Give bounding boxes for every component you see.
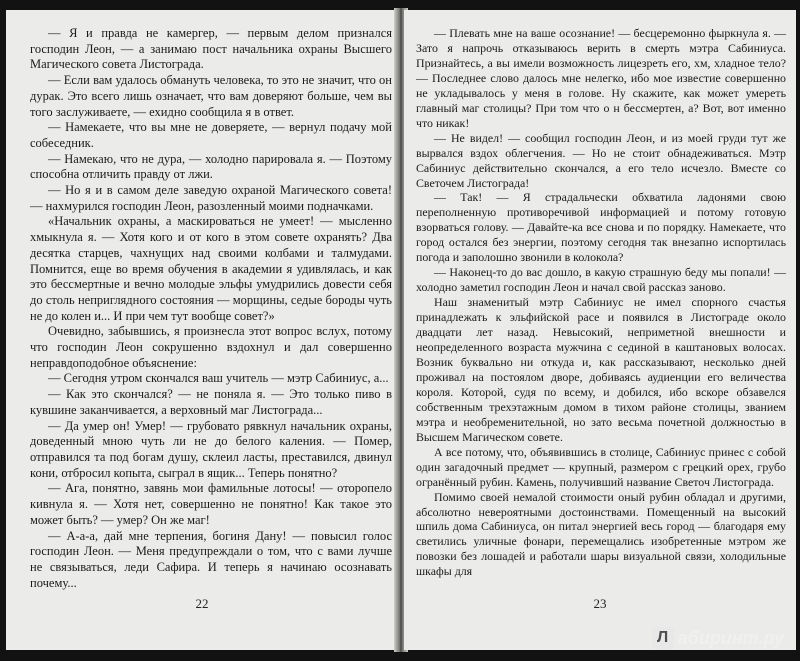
paragraph: — Сегодня утром скончался ваш учитель — мэтр Сабиниус, а... bbox=[48, 371, 389, 386]
paragraph: «Начальник охраны, а маскироваться не умеет! — мысленно хмыкнула я. — Хотя кого и от кого в этом совете охранять? Два десятка старцев, чахнущих над своими колбами и талмудами. Помнится, еще во время обучения в академии я удивлялась, и как это бессмертные и вечно молодые эльфы умудрились довести себя до столь неприглядного состояния — морщины, седые бороды чуть не до колен и... И при чем тут вообще совет?» bbox=[30, 214, 392, 323]
paragraph: Очевидно, забывшись, я произнесла этот вопрос вслух, потому что господин Леон сокрушенно вздохнул и дал совершенно неправдоподобное объяснение: bbox=[30, 324, 392, 370]
left-page-text bbox=[30, 26, 392, 591]
watermark-text: абиринт.ру bbox=[677, 627, 784, 648]
labirint-watermark bbox=[652, 627, 784, 649]
right-page bbox=[404, 10, 796, 650]
left-page-number: 22 bbox=[195, 596, 209, 611]
paragraph: — Если вам удалось обмануть человека, то это не значит, что он дурак. Это всего лишь означает, что вам доверяют больше, чем вы того заслуживаете, — ехидно сообщила я в ответ. bbox=[30, 73, 392, 119]
left-page bbox=[6, 10, 398, 650]
labirint-logo-icon: Л bbox=[652, 627, 674, 649]
paragraph: — Намекаете, что вы мне не доверяете, — вернул подачу мой собеседник. bbox=[30, 120, 392, 150]
paragraph: А все потому, что, объявившись в столице, Сабиниус принес с собой один загадочный предмет — крупный, размером с грецкий орех, грубо огранённый рубин. Камень, получивший название Светоч Листограда. bbox=[416, 444, 786, 489]
paragraph: — Я и правда не камергер, — первым делом признался господин Леон, — а занимаю пост начальника охраны Высшего Магического совета Листограда. bbox=[30, 26, 392, 72]
right-page-number: 23 bbox=[593, 596, 607, 611]
paragraph: — Ага, понятно, завянь мои фамильные лотосы! — оторопело кивнула я. — Хотя нет, совершенно не понятно! Как такое это может быть? — умер? Он же маг! bbox=[30, 481, 392, 527]
paragraph: — Намекаю, что не дура, — холодно парировала я. — Поэтому способна отличить правду от лжи. bbox=[30, 151, 392, 182]
paragraph: — Не видел! — сообщил господин Леон, и из моей груди тут же вырвался вздох облегчения. — Но не стоит обнадеживаться. Мэтр Сабиниус действительно скончался, а его тело исчезло. Вместе со Светочем Листограда! bbox=[416, 130, 786, 190]
paragraph: Помимо своей немалой стоимости оный рубин обладал и другими, абсолютно невероятными достоинствами. Помещенный на высокий шпиль дома Сабиниуса, он питал энергией весь город — благодаря ему светились уличные фонари, перемещались изобретенные мэтром же повозки без лошадей и работали шары визуальной связи, холодильные шкафы для bbox=[416, 489, 786, 579]
paragraph: — Но я и в самом деле заведую охраной Магического совета! — нахмурился господин Леон, разозленный моими подначками. bbox=[30, 183, 392, 213]
paragraph: — Наконец-то до вас дошло, в какую страшную беду мы попали! — холодно заметил господин Леон и начал свой рассказ заново. bbox=[416, 265, 786, 295]
paragraph: — А-а-а, дай мне терпения, богиня Дану! — повысил голос господин Леон. — Меня предупреждали о том, что с вами лучше не связываться, леди Сафира. И теперь я начинаю осознавать почему... bbox=[30, 528, 392, 590]
paragraph: — Да умер он! Умер! — грубовато рявкнул начальник охраны, доведенный мною чуть ли не до белого каления. — Помер, отправился та под богам душу, склеил ласты, преставился, двинул кони, отбросил копыта, сыграл в ящик... Теперь понятно? bbox=[30, 418, 392, 480]
paragraph: — Как это скончался? — не поняла я. — Это только пиво в кувшине заканчивается, а верховный маг Листограда... bbox=[30, 387, 392, 417]
paragraph: — Так! — Я страдальчески обхватила ладонями свою переполненную противоречивой информацией и потому готовую взорваться голову. — Давайте-ка все снова и по порядку. Намекаете, что город остался без энергии, поэтому сегодня так внезапно испортилась погода и заполошно звонили в колокола? bbox=[416, 190, 786, 265]
paragraph: — Плевать мне на ваше осознание! — бесцеремонно фыркнула я. — Зато я напрочь отказываюсь верить в смерть мэтра Сабиниуса. Признайтесь, а вы имели возможность лицезреть его, хм, хладное тело? — Последнее слово далось мне нелегко, ибо мое известие совершенно не укладывалось у меня в голове. Ну скажите, как может умереть главный маг столицы? При том что о н бессмертен, а? Вот, вот именно что никак! bbox=[416, 26, 786, 130]
paragraph: Наш знаменитый мэтр Сабиниус не имел спорного счастья принадлежать к эльфийской расе и появился в Листограде около двадцати лет назад. Невысокий, неприметной внешности и неопределенного возраста мужчина с сединой в каштановых волосах. Возник буквально ни откуда и, как рассказывают, несколько дней проживал на постоялом дворе, добиваясь аудиенции его величества короля. Которой, судя по всему, и добился, ибо вскоре обзавелся собственным трехэтажным домом в тихом районе столицы, званием мэтра и необременительной, но зато весьма почетной должностью в Высшем Магическом совете. bbox=[416, 295, 786, 444]
right-page-text bbox=[416, 26, 786, 579]
